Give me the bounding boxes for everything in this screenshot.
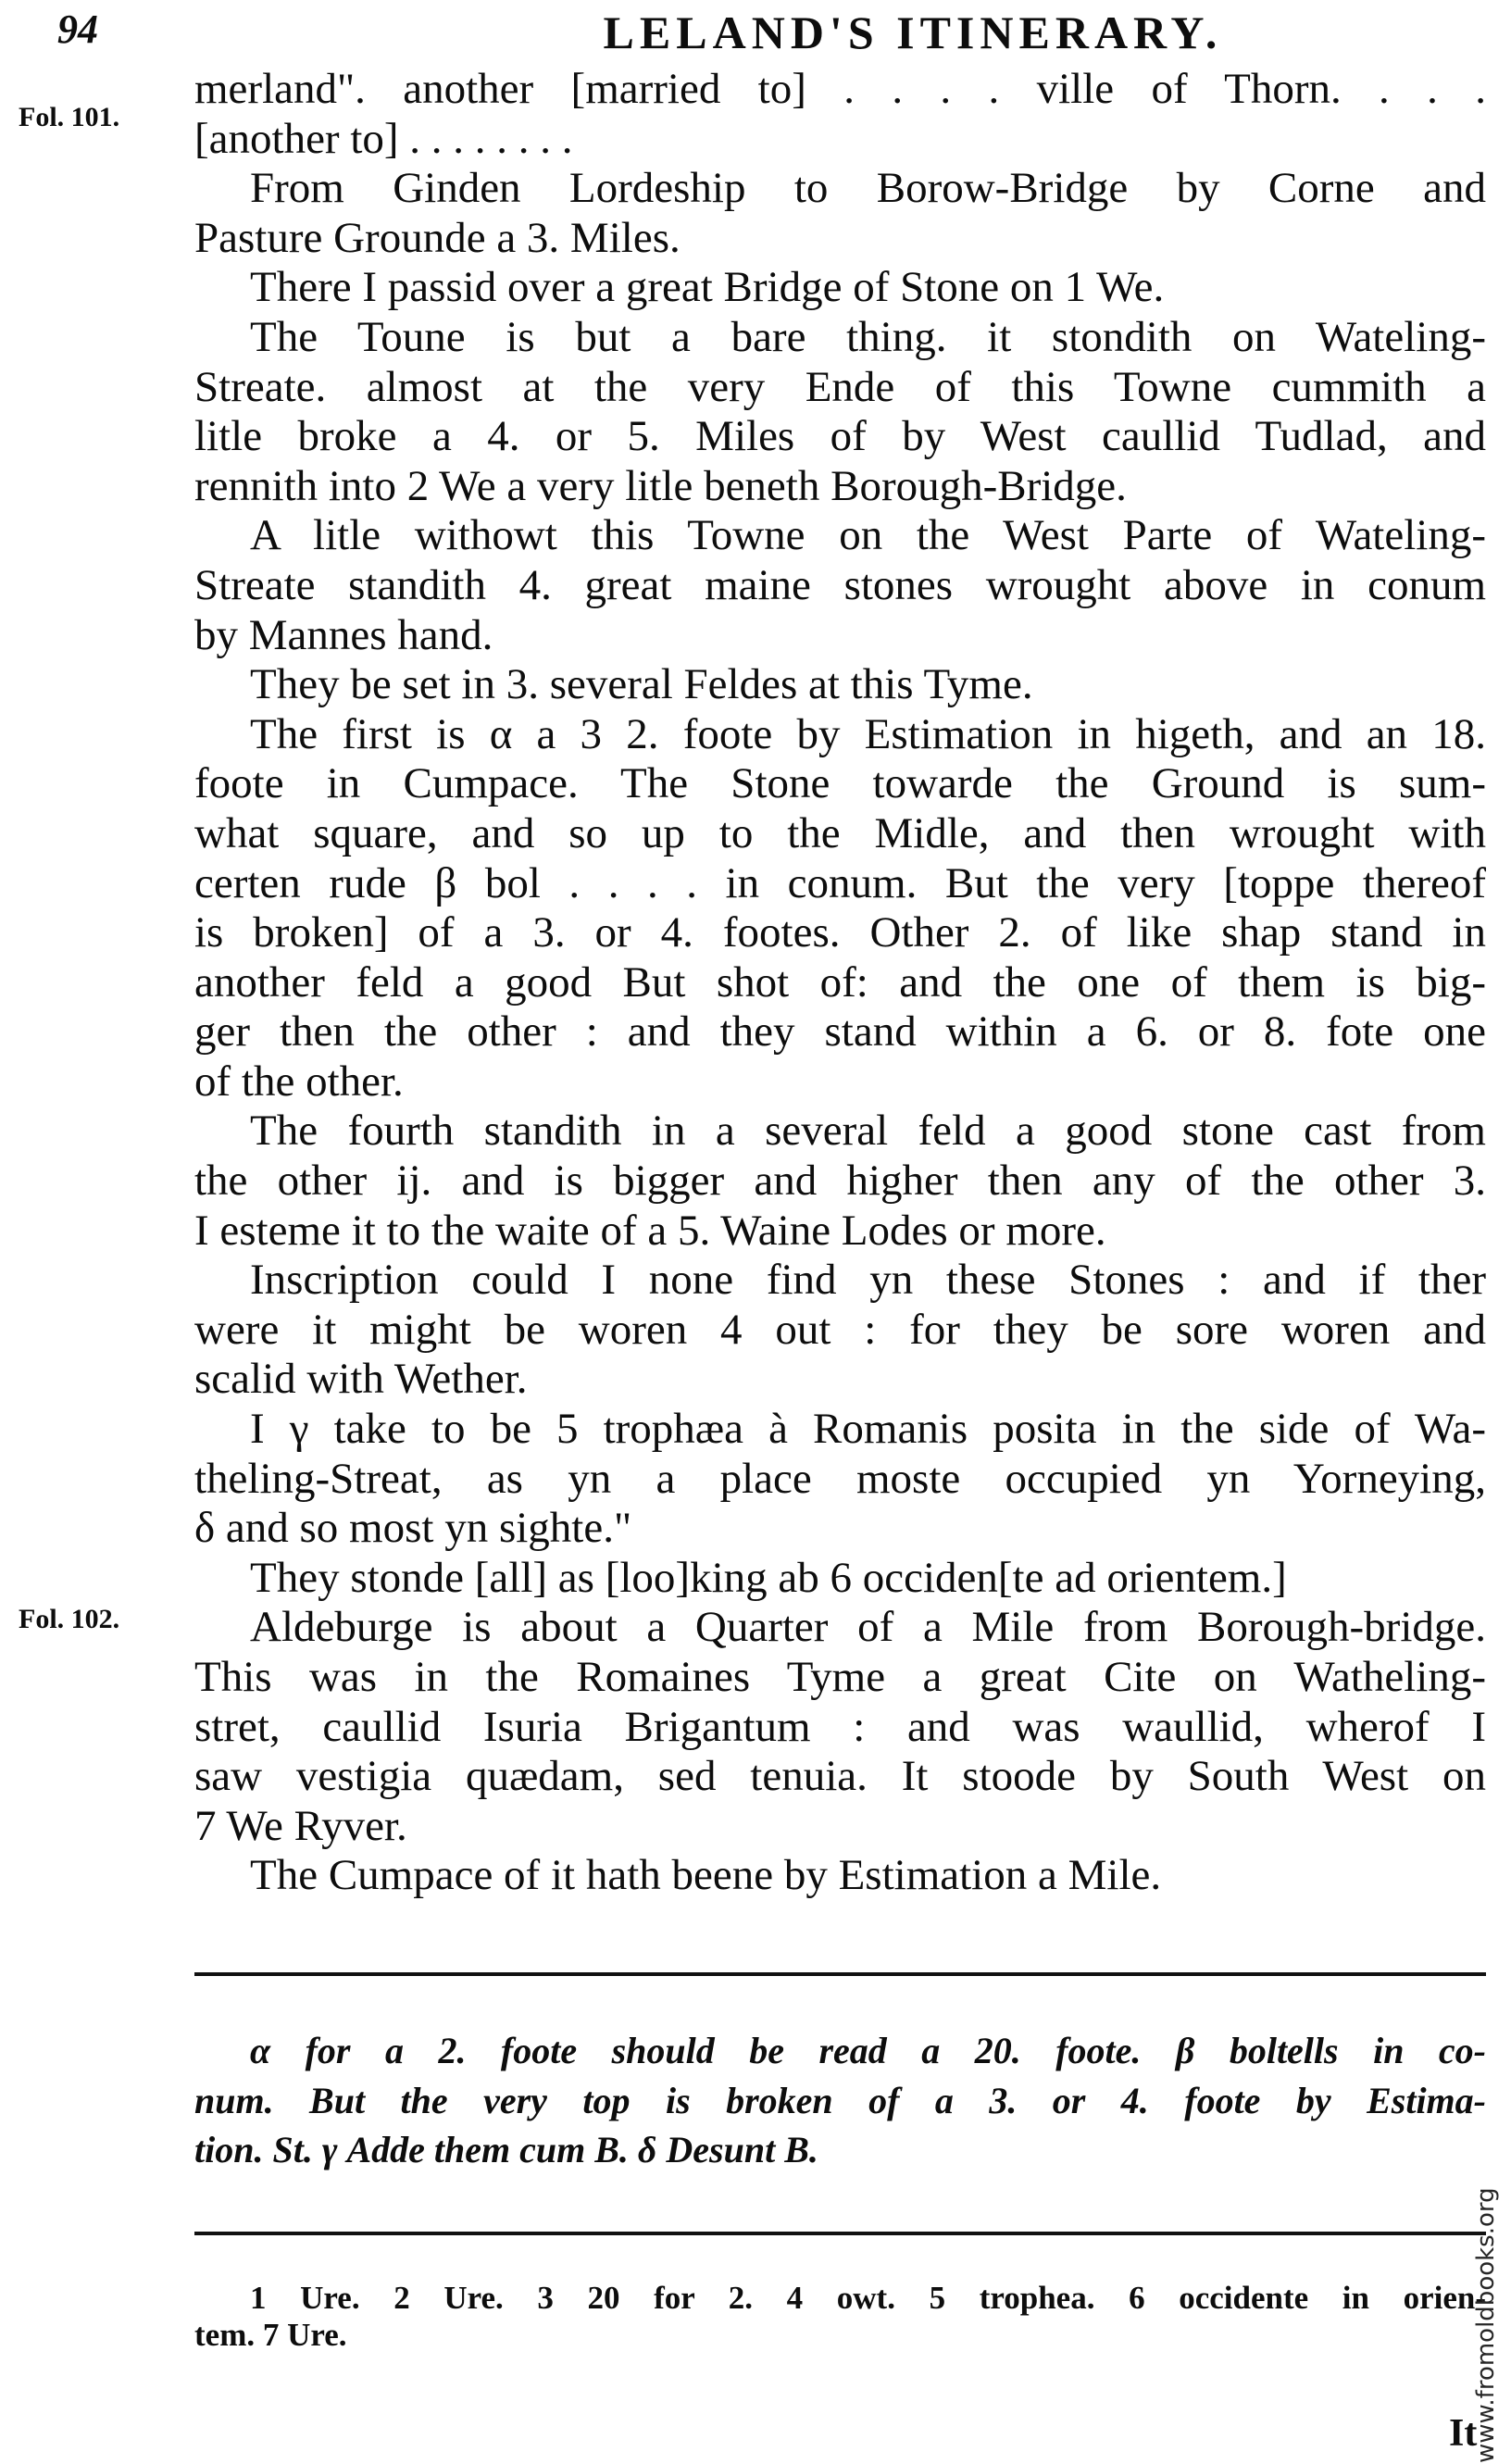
footnote-line: num. But the very top is broken of a 3. or 4. foote by Estima- bbox=[194, 2079, 1486, 2121]
footnotes bbox=[194, 2026, 1486, 2175]
text-line: δ and so most yn sighte." bbox=[194, 1504, 632, 1553]
text-line: stret, caullid Isuria Brigantum : and was waullid, wherof I bbox=[194, 1702, 1486, 1751]
margin-note-fol-101: Fol. 101. bbox=[19, 102, 120, 132]
text-line: I esteme it to the waite of a 5. Waine Lodes or more. bbox=[194, 1206, 1106, 1255]
text-line: scalid with Wether. bbox=[194, 1355, 528, 1404]
text-line: of the other. bbox=[194, 1057, 404, 1106]
running-head bbox=[0, 6, 1511, 59]
text-line: by Mannes hand. bbox=[194, 610, 493, 659]
text-line: Streate standith 4. great maine stones wrought above in conum bbox=[194, 560, 1486, 609]
text-line: There I passid over a great Bridge of Stone on 1 We. bbox=[250, 263, 1165, 312]
source-notes bbox=[194, 2280, 1486, 2354]
text-line: [another to] . . . . . . . . bbox=[194, 114, 573, 163]
text-line: A litle withowt this Towne on the West Parte of Wateling- bbox=[250, 511, 1486, 560]
text-line: They stonde [all] as [loo]king ab 6 occiden[te ad orientem.] bbox=[250, 1553, 1287, 1602]
text-line: 7 We Ryver. bbox=[194, 1801, 407, 1850]
text-line: certen rude β bol . . . . in conum. But the very [toppe thereof bbox=[194, 858, 1486, 907]
watermark-url: www.fromoldbooks.org bbox=[1472, 2187, 1500, 2463]
page-number: 94 bbox=[57, 6, 98, 52]
text-line: what square, and so up to the Midle, and then wrought with bbox=[194, 808, 1486, 857]
text-line: The fourth standith in a several feld a good stone cast from bbox=[250, 1107, 1486, 1156]
source-note-line: tem. 7 Ure. bbox=[194, 2317, 347, 2353]
text-line: foote in Cumpace. The Stone towarde the Ground is sum- bbox=[194, 759, 1486, 808]
text-line: the other ij. and is bigger and higher then any of the other 3. bbox=[194, 1157, 1486, 1206]
source-note-line: 1 Ure. 2 Ure. 3 20 for 2. 4 owt. 5 trophea. 6 occidente in orien- bbox=[250, 2280, 1486, 2316]
footnote-line: α for a 2. foote should be read a 20. foote. β boltells in co- bbox=[250, 2030, 1486, 2071]
text-line: Pasture Grounde a 3. Miles. bbox=[194, 213, 681, 262]
text-line: They be set in 3. several Feldes at this Tyme. bbox=[250, 660, 1033, 709]
text-line: From Ginden Lordeship to Borow-Bridge by Corne and bbox=[250, 164, 1486, 213]
text-line: This was in the Romaines Tyme a great Cite on Watheling- bbox=[194, 1653, 1486, 1701]
text-line: Inscription could I none find yn these Stones : and if ther bbox=[250, 1256, 1486, 1305]
text-line: The Toune is but a bare thing. it stondith on Wateling- bbox=[250, 312, 1486, 361]
source-notes-divider bbox=[194, 2232, 1486, 2235]
text-line: another feld a good But shot of: and the one of them is big- bbox=[194, 957, 1486, 1007]
running-head-text: LELAND'S ITINERARY. bbox=[603, 6, 1223, 58]
footnote-divider bbox=[194, 1972, 1486, 1976]
margin-note-fol-102: Fol. 102. bbox=[19, 1604, 120, 1634]
text-line: were it might be woren 4 out : for they be sore woren and bbox=[194, 1305, 1486, 1354]
footnote-line: tion. St. γ Adde them cum B. δ Desunt B. bbox=[194, 2129, 818, 2171]
text-line: The Cumpace of it hath beene by Estimation a Mile. bbox=[250, 1851, 1162, 1900]
body-text bbox=[194, 65, 1486, 1901]
text-line: merland". another [married to] . . . . ville of Thorn. . . . bbox=[194, 65, 1486, 113]
text-line: theling-Streat, as yn a place moste occupied yn Yorneying, bbox=[194, 1454, 1486, 1503]
text-line: I γ take to be 5 trophæa à Romanis posita in the side of Wa- bbox=[250, 1405, 1486, 1454]
text-line: Aldeburge is about a Quarter of a Mile from Borough-bridge. bbox=[250, 1603, 1486, 1652]
catchword: It bbox=[1449, 2412, 1478, 2455]
text-line: litle broke a 4. or 5. Miles of by West caullid Tudlad, and bbox=[194, 412, 1486, 461]
text-line: saw vestigia quædam, sed tenuia. It stoode by South West on bbox=[194, 1752, 1486, 1801]
text-line: rennith into 2 We a very litle beneth Borough-Bridge. bbox=[194, 461, 1127, 510]
text-line: ger then the other : and they stand within a 6. or 8. fote one bbox=[194, 1007, 1486, 1057]
text-line: Streate. almost at the very Ende of this Towne cummith a bbox=[194, 362, 1486, 411]
text-line: is broken] of a 3. or 4. footes. Other 2. of like shap stand in bbox=[194, 908, 1486, 957]
text-line: The first is α a 3 2. foote by Estimation in higeth, and an 18. bbox=[250, 709, 1486, 758]
